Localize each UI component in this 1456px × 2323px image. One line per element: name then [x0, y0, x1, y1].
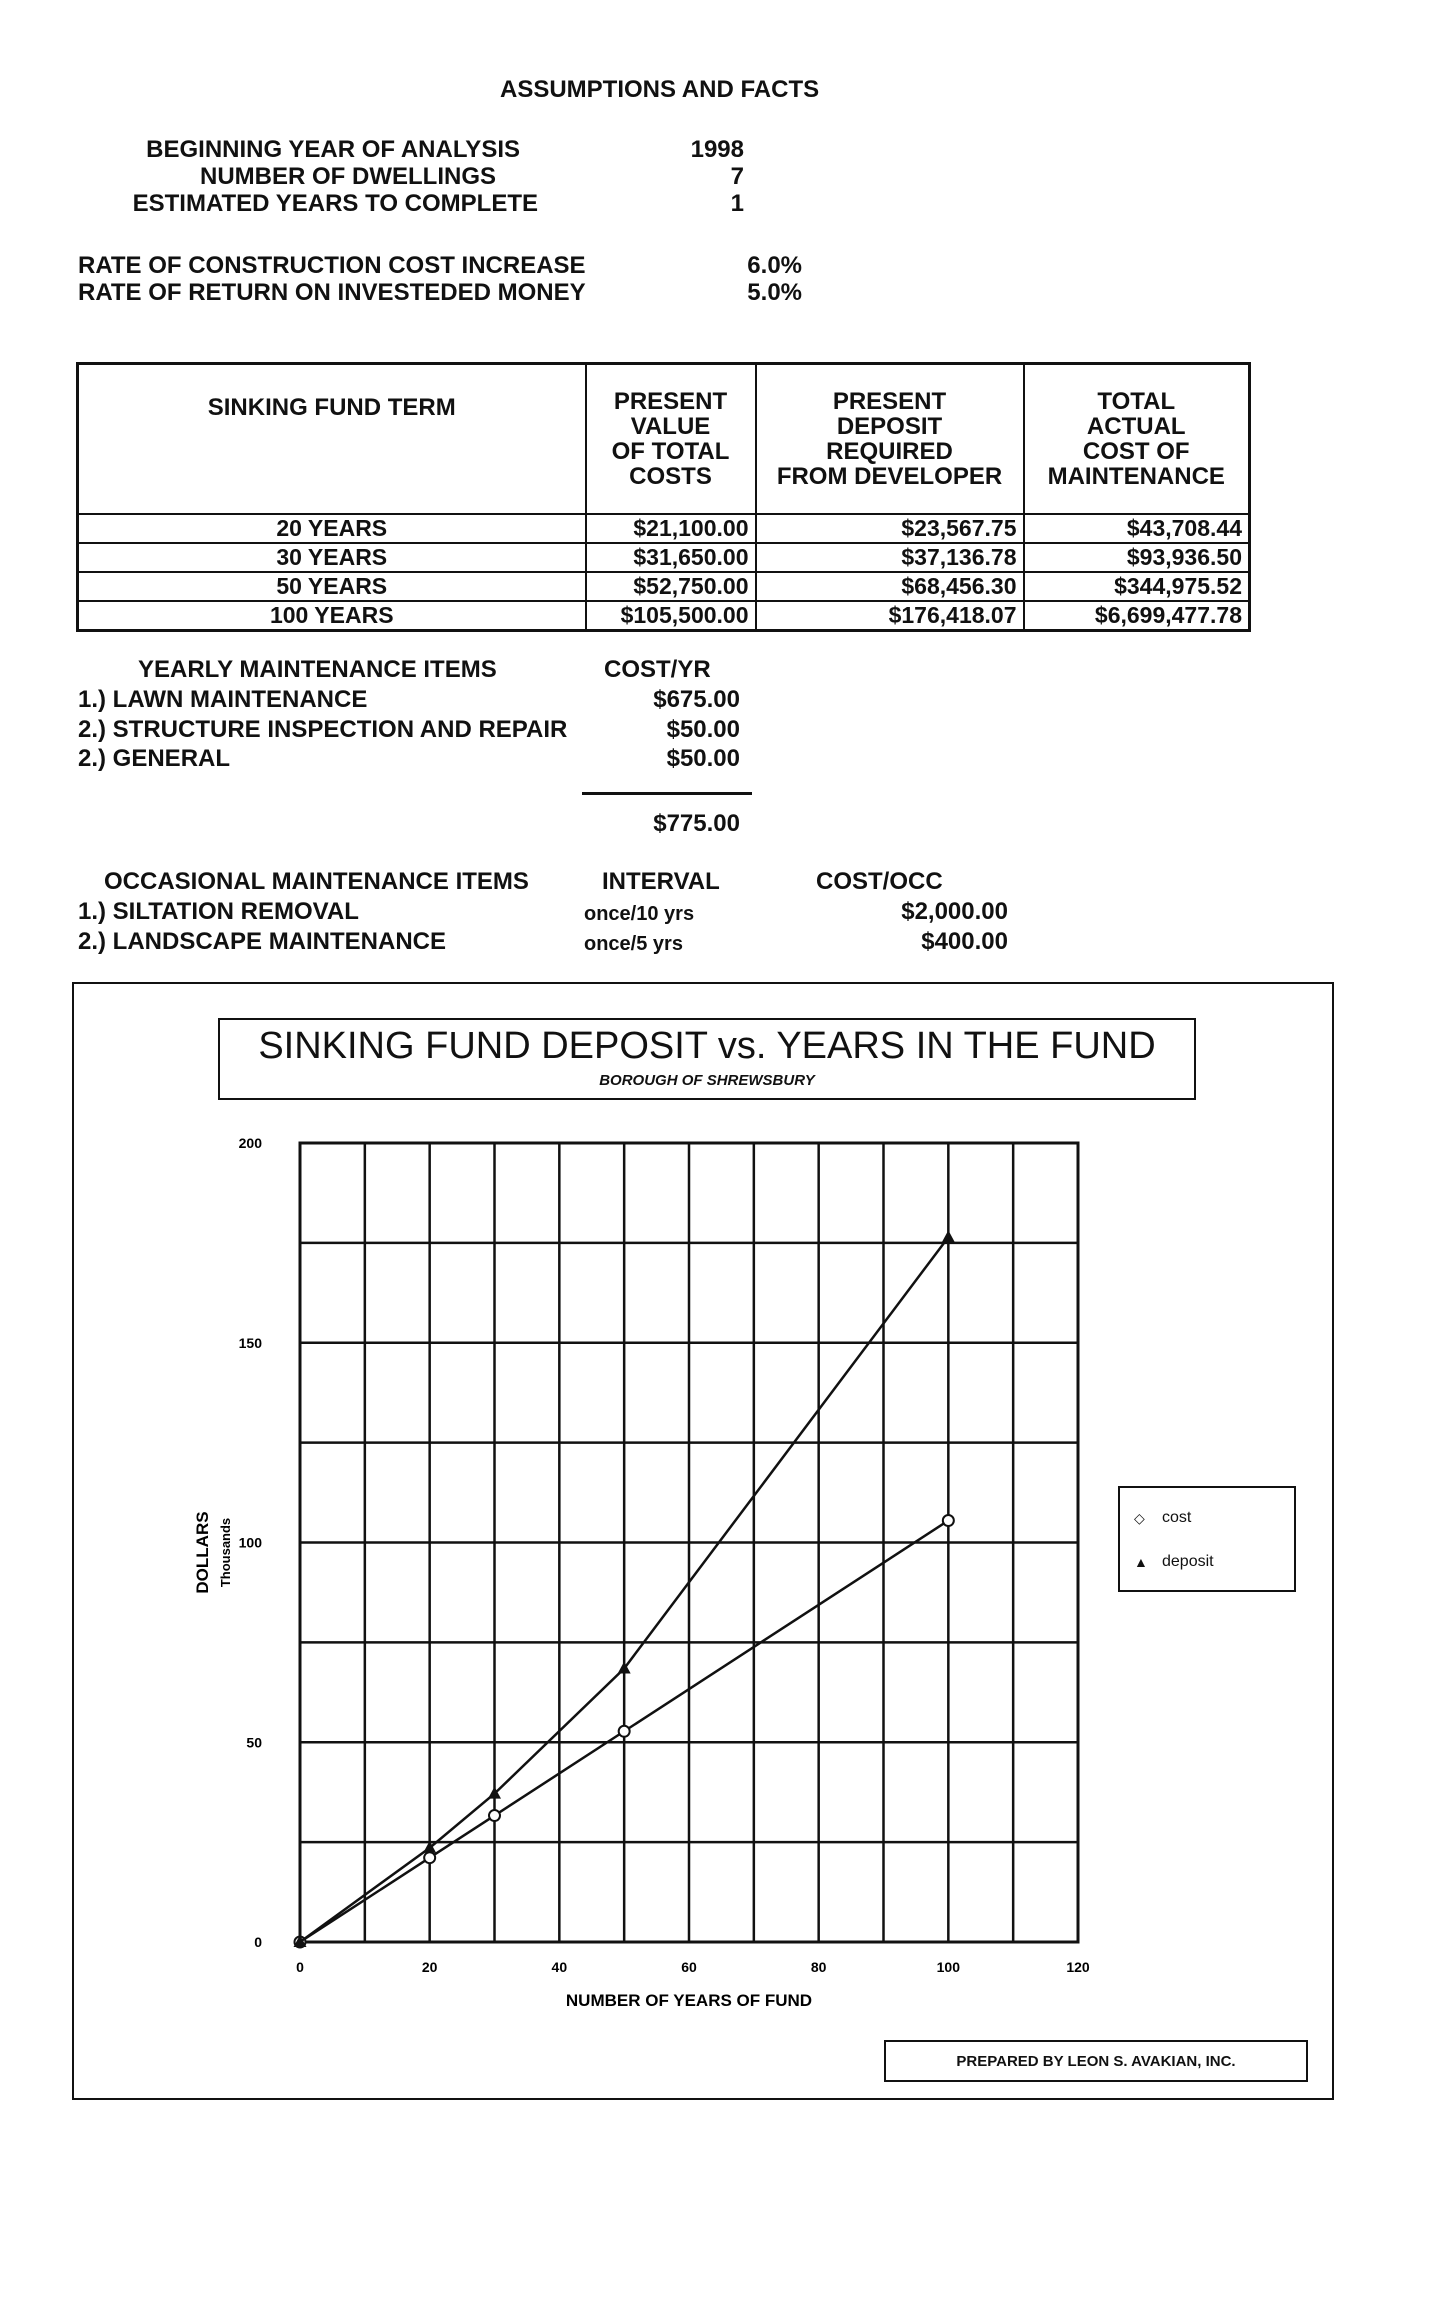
present-value-cell: $21,100.00 — [586, 514, 756, 543]
y-tick-label: 100 — [238, 1534, 262, 1551]
rate-label: RATE OF CONSTRUCTION COST INCREASE — [78, 252, 586, 279]
header-present-deposit: PRESENT DEPOSIT REQUIRED FROM DEVELOPER — [756, 364, 1024, 515]
occasional-item-cost: $2,000.00 — [901, 898, 1008, 925]
y-tick-label: 50 — [246, 1734, 262, 1751]
present-value-cell: $52,750.00 — [586, 572, 756, 601]
term-cell: 20 YEARS — [78, 514, 586, 543]
chart-title: SINKING FUND DEPOSIT vs. YEARS IN THE FUND — [258, 1025, 1156, 1067]
assumption-value: 1998 — [690, 136, 744, 163]
x-tick-label: 20 — [421, 1959, 438, 1975]
occasional-item-interval: once/10 yrs — [584, 903, 695, 925]
legend-entry-cost: cost — [1162, 1509, 1192, 1526]
y-axis-unit-label: Thousands — [218, 1517, 233, 1588]
diamond-marker-icon: ◇ — [1134, 1510, 1145, 1526]
x-tick-label: 40 — [551, 1959, 568, 1975]
term-cell: 100 YEARS — [78, 601, 586, 631]
y-tick-label: 0 — [254, 1934, 262, 1950]
occasional-cost-heading: COST/OCC — [816, 868, 943, 895]
yearly-item-cost: $675.00 — [653, 686, 740, 713]
data-point-cost — [619, 1726, 630, 1737]
occasional-item-label: 1.) SILTATION REMOVAL — [78, 898, 359, 925]
header-total-cost: TOTAL ACTUAL COST OF MAINTENANCE — [1024, 364, 1250, 515]
x-tick-label: 80 — [810, 1959, 827, 1975]
occasional-item-label: 2.) LANDSCAPE MAINTENANCE — [78, 928, 447, 955]
yearly-cost-heading: COST/YR — [604, 656, 711, 683]
deposit-cell: $176,418.07 — [756, 601, 1024, 631]
occasional-interval-heading: INTERVAL — [602, 868, 720, 895]
triangle-marker-icon: ▲ — [1134, 1554, 1148, 1570]
x-axis-label: NUMBER OF YEARS OF FUND — [565, 1991, 813, 2010]
yearly-item-label: 2.) GENERAL — [78, 745, 231, 772]
data-point-cost — [943, 1515, 954, 1526]
total-cost-cell: $93,936.50 — [1024, 543, 1250, 572]
yearly-heading: YEARLY MAINTENANCE ITEMS — [138, 656, 497, 683]
prepared-by-box — [884, 2040, 1308, 2082]
yearly-item-cost: $50.00 — [666, 745, 740, 772]
data-point-deposit — [942, 1230, 955, 1242]
y-tick-label: 150 — [238, 1334, 262, 1351]
assumption-label: NUMBER OF DWELLINGS — [200, 163, 496, 190]
present-value-cell: $31,650.00 — [586, 543, 756, 572]
x-tick-label: 60 — [681, 1959, 697, 1975]
occasional-heading: OCCASIONAL MAINTENANCE ITEMS — [104, 868, 529, 895]
header-present-value: PRESENT VALUE OF TOTAL COSTS — [586, 364, 756, 515]
rate-label: RATE OF RETURN ON INVESTEDED MONEY — [78, 279, 586, 306]
deposit-cell: $68,456.30 — [756, 572, 1024, 601]
rate-value: 5.0% — [747, 279, 802, 306]
yearly-item-label: 1.) LAWN MAINTENANCE — [78, 686, 368, 713]
deposit-cell: $23,567.75 — [756, 514, 1024, 543]
header-term: SINKING FUND TERM — [78, 364, 586, 515]
present-value-cell: $105,500.00 — [586, 601, 756, 631]
yearly-item-label: 2.) STRUCTURE INSPECTION AND REPAIR — [78, 716, 568, 743]
chart-subtitle: BOROUGH OF SHREWSBURY — [599, 1072, 815, 1089]
total-cost-cell: $43,708.44 — [1024, 514, 1250, 543]
total-cost-cell: $344,975.52 — [1024, 572, 1250, 601]
assumption-label: BEGINNING YEAR OF ANALYSIS — [146, 136, 520, 163]
legend-entry-deposit: deposit — [1162, 1553, 1214, 1570]
term-cell: 30 YEARS — [78, 543, 586, 572]
deposit-cell: $37,136.78 — [756, 543, 1024, 572]
data-point-cost — [424, 1852, 435, 1863]
prepared-by-text: PREPARED BY LEON S. AVAKIAN, INC. — [956, 2053, 1236, 2070]
assumption-value: 7 — [730, 163, 744, 190]
occasional-item-interval: once/5 yrs — [584, 933, 683, 955]
term-cell: 50 YEARS — [78, 572, 586, 601]
yearly-item-cost: $50.00 — [666, 716, 740, 743]
yearly-total: $775.00 — [653, 810, 740, 837]
assumption-value: 1 — [730, 190, 744, 217]
chart-legend — [1118, 1486, 1296, 1592]
rate-value: 6.0% — [747, 252, 802, 279]
x-tick-label: 100 — [936, 1959, 961, 1975]
y-axis-label: DOLLARS — [193, 1511, 212, 1594]
assumption-label: ESTIMATED YEARS TO COMPLETE — [132, 190, 538, 217]
assumptions-heading: ASSUMPTIONS AND FACTS — [500, 76, 820, 103]
occasional-item-cost: $400.00 — [921, 928, 1008, 955]
total-cost-cell: $6,699,477.78 — [1024, 601, 1250, 631]
x-tick-label: 120 — [1066, 1959, 1090, 1975]
x-tick-label: 0 — [296, 1959, 304, 1975]
y-tick-label: 200 — [238, 1135, 262, 1151]
data-point-cost — [489, 1810, 500, 1821]
